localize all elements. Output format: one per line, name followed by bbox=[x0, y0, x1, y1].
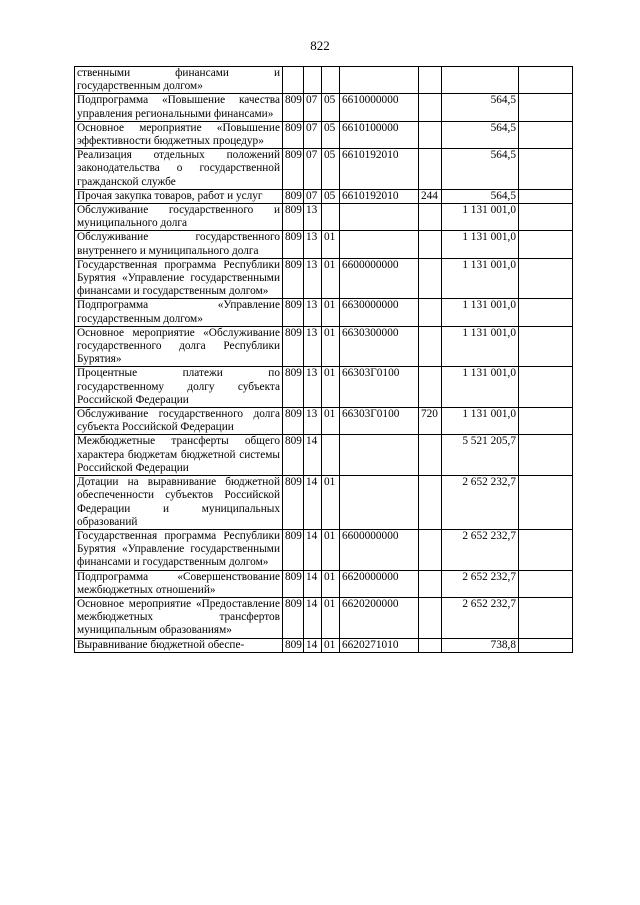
table-row bbox=[75, 94, 573, 121]
amount-cell: 1 131 001,0 bbox=[442, 408, 519, 435]
row-name-cell: Процентные платежи по государственному долгу субъекта Российской Федерации bbox=[75, 367, 283, 408]
amount-cell: 1 131 001,0 bbox=[442, 231, 519, 258]
page-number: 822 bbox=[310, 38, 330, 53]
amount-cell: 2 652 232,7 bbox=[442, 570, 519, 597]
row-name-cell: Основное мероприятие «Повышение эффективности бюджетных процедур» bbox=[75, 121, 283, 148]
amount-cell: 5 521 205,7 bbox=[442, 435, 519, 476]
extra-column-cell bbox=[519, 529, 573, 570]
subsection-code-cell: 01 bbox=[322, 529, 340, 570]
row-name-cell: Основное мероприятие «Предоставление межбюджетных трансфертов муниципальным образованиям» bbox=[75, 597, 283, 638]
row-name-cell: Выравнивание бюджетной обеспе- bbox=[75, 638, 283, 652]
expense-type-cell bbox=[419, 476, 442, 530]
amount-cell: 1 131 001,0 bbox=[442, 326, 519, 367]
expense-type-cell bbox=[419, 231, 442, 258]
budget-table bbox=[74, 66, 573, 653]
amount-cell: 564,5 bbox=[442, 121, 519, 148]
amount-cell: 1 131 001,0 bbox=[442, 367, 519, 408]
extra-column-cell bbox=[519, 204, 573, 231]
target-article-cell: 6600000000 bbox=[340, 258, 419, 299]
amount-cell: 564,5 bbox=[442, 149, 519, 190]
row-name-cell: Основное мероприятие «Обслуживание государственного долга Республики Бурятия» bbox=[75, 326, 283, 367]
target-article-cell bbox=[340, 67, 419, 94]
target-article-cell: 6630300000 bbox=[340, 326, 419, 367]
expense-type-cell bbox=[419, 435, 442, 476]
table-row bbox=[75, 408, 573, 435]
subsection-code-cell: 01 bbox=[322, 570, 340, 597]
row-name-cell: Государственная программа Республики Бурятия «Управление государственными финансами и государственным долгом» bbox=[75, 529, 283, 570]
subsection-code-cell: 01 bbox=[322, 476, 340, 530]
expense-type-cell bbox=[419, 597, 442, 638]
row-name-cell: Подпрограмма «Управление государственным долгом» bbox=[75, 299, 283, 326]
amount-cell: 2 652 232,7 bbox=[442, 529, 519, 570]
expense-type-cell bbox=[419, 367, 442, 408]
target-article-cell: 6620200000 bbox=[340, 597, 419, 638]
amount-cell: 564,5 bbox=[442, 189, 519, 203]
subsection-code-cell: 05 bbox=[322, 121, 340, 148]
expense-type-cell bbox=[419, 638, 442, 652]
table-row bbox=[75, 149, 573, 190]
table-row bbox=[75, 258, 573, 299]
ved-code-cell: 809 bbox=[283, 597, 304, 638]
extra-column-cell bbox=[519, 570, 573, 597]
section-code-cell: 13 bbox=[304, 258, 322, 299]
expense-type-cell bbox=[419, 570, 442, 597]
ved-code-cell: 809 bbox=[283, 94, 304, 121]
amount-cell: 2 652 232,7 bbox=[442, 597, 519, 638]
row-name-cell: Государственная программа Республики Бурятия «Управление государственными финансами и государственным долгом» bbox=[75, 258, 283, 299]
row-name-cell: Прочая закупка товаров, работ и услуг bbox=[75, 189, 283, 203]
subsection-code-cell: 05 bbox=[322, 189, 340, 203]
ved-code-cell: 809 bbox=[283, 258, 304, 299]
ved-code-cell: 809 bbox=[283, 476, 304, 530]
expense-type-cell bbox=[419, 94, 442, 121]
extra-column-cell bbox=[519, 435, 573, 476]
section-code-cell: 07 bbox=[304, 121, 322, 148]
extra-column-cell bbox=[519, 121, 573, 148]
row-name-cell: Дотации на выравнивание бюджетной обеспеченности субъектов Российской Федерации и муниципальных образований bbox=[75, 476, 283, 530]
extra-column-cell bbox=[519, 597, 573, 638]
row-name-cell: Обслуживание государственного долга субъекта Российской Федерации bbox=[75, 408, 283, 435]
subsection-code-cell bbox=[322, 435, 340, 476]
ved-code-cell: 809 bbox=[283, 408, 304, 435]
extra-column-cell bbox=[519, 231, 573, 258]
amount-cell: 564,5 bbox=[442, 94, 519, 121]
target-article-cell: 6630000000 bbox=[340, 299, 419, 326]
expense-type-cell bbox=[419, 258, 442, 299]
section-code-cell: 13 bbox=[304, 299, 322, 326]
table-row bbox=[75, 476, 573, 530]
section-code-cell: 14 bbox=[304, 597, 322, 638]
target-article-cell: 6620271010 bbox=[340, 638, 419, 652]
amount-cell: 738,8 bbox=[442, 638, 519, 652]
subsection-code-cell: 01 bbox=[322, 638, 340, 652]
budget-table-body bbox=[75, 67, 573, 653]
amount-cell: 2 652 232,7 bbox=[442, 476, 519, 530]
subsection-code-cell: 01 bbox=[322, 231, 340, 258]
expense-type-cell: 720 bbox=[419, 408, 442, 435]
subsection-code-cell: 01 bbox=[322, 258, 340, 299]
ved-code-cell: 809 bbox=[283, 367, 304, 408]
section-code-cell: 13 bbox=[304, 326, 322, 367]
ved-code-cell: 809 bbox=[283, 326, 304, 367]
ved-code-cell: 809 bbox=[283, 231, 304, 258]
expense-type-cell bbox=[419, 204, 442, 231]
amount-cell bbox=[442, 67, 519, 94]
subsection-code-cell bbox=[322, 67, 340, 94]
extra-column-cell bbox=[519, 326, 573, 367]
target-article-cell bbox=[340, 476, 419, 530]
expense-type-cell bbox=[419, 299, 442, 326]
table-row bbox=[75, 121, 573, 148]
extra-column-cell bbox=[519, 638, 573, 652]
section-code-cell: 14 bbox=[304, 529, 322, 570]
table-row bbox=[75, 638, 573, 652]
table-row bbox=[75, 570, 573, 597]
extra-column-cell bbox=[519, 67, 573, 94]
table-row bbox=[75, 299, 573, 326]
ved-code-cell: 809 bbox=[283, 570, 304, 597]
extra-column-cell bbox=[519, 149, 573, 190]
row-name-cell: Обслуживание государственного внутреннего и муниципального долга bbox=[75, 231, 283, 258]
expense-type-cell bbox=[419, 529, 442, 570]
table-row bbox=[75, 435, 573, 476]
table-row bbox=[75, 67, 573, 94]
subsection-code-cell: 01 bbox=[322, 326, 340, 367]
ved-code-cell: 809 bbox=[283, 204, 304, 231]
row-name-cell: Подпрограмма «Совершенствование межбюджетных отношений» bbox=[75, 570, 283, 597]
row-name-cell: Реализация отдельных положений законодательства о государственной гражданской службе bbox=[75, 149, 283, 190]
amount-cell: 1 131 001,0 bbox=[442, 204, 519, 231]
extra-column-cell bbox=[519, 258, 573, 299]
ved-code-cell: 809 bbox=[283, 189, 304, 203]
section-code-cell: 13 bbox=[304, 231, 322, 258]
table-row bbox=[75, 231, 573, 258]
section-code-cell: 14 bbox=[304, 638, 322, 652]
section-code-cell: 07 bbox=[304, 189, 322, 203]
table-row bbox=[75, 189, 573, 203]
expense-type-cell bbox=[419, 121, 442, 148]
subsection-code-cell: 05 bbox=[322, 94, 340, 121]
row-name-cell: Подпрограмма «Повышение качества управления региональными финансами» bbox=[75, 94, 283, 121]
subsection-code-cell bbox=[322, 204, 340, 231]
expense-type-cell bbox=[419, 326, 442, 367]
table-row bbox=[75, 204, 573, 231]
ved-code-cell bbox=[283, 67, 304, 94]
extra-column-cell bbox=[519, 94, 573, 121]
ved-code-cell: 809 bbox=[283, 149, 304, 190]
target-article-cell: 6620000000 bbox=[340, 570, 419, 597]
section-code-cell: 07 bbox=[304, 149, 322, 190]
section-code-cell: 13 bbox=[304, 204, 322, 231]
extra-column-cell bbox=[519, 408, 573, 435]
target-article-cell: 66303Г0100 bbox=[340, 408, 419, 435]
row-name-cell: Обслуживание государственного и муниципального долга bbox=[75, 204, 283, 231]
row-name-cell: Межбюджетные трансферты общего характера бюджетам бюджетной системы Российской Федерации bbox=[75, 435, 283, 476]
extra-column-cell bbox=[519, 476, 573, 530]
subsection-code-cell: 01 bbox=[322, 299, 340, 326]
table-row bbox=[75, 367, 573, 408]
expense-type-cell bbox=[419, 149, 442, 190]
target-article-cell: 6600000000 bbox=[340, 529, 419, 570]
subsection-code-cell: 01 bbox=[322, 408, 340, 435]
amount-cell: 1 131 001,0 bbox=[442, 258, 519, 299]
subsection-code-cell: 01 bbox=[322, 597, 340, 638]
target-article-cell: 6610192010 bbox=[340, 189, 419, 203]
section-code-cell: 14 bbox=[304, 476, 322, 530]
expense-type-cell bbox=[419, 67, 442, 94]
section-code-cell: 13 bbox=[304, 367, 322, 408]
ved-code-cell: 809 bbox=[283, 299, 304, 326]
ved-code-cell: 809 bbox=[283, 121, 304, 148]
row-name-cell: ственными финансами и государственным долгом» bbox=[75, 67, 283, 94]
target-article-cell: 6610100000 bbox=[340, 121, 419, 148]
extra-column-cell bbox=[519, 299, 573, 326]
section-code-cell bbox=[304, 67, 322, 94]
table-row bbox=[75, 326, 573, 367]
section-code-cell: 14 bbox=[304, 570, 322, 597]
subsection-code-cell: 05 bbox=[322, 149, 340, 190]
subsection-code-cell: 01 bbox=[322, 367, 340, 408]
section-code-cell: 13 bbox=[304, 408, 322, 435]
target-article-cell: 66303Г0100 bbox=[340, 367, 419, 408]
extra-column-cell bbox=[519, 189, 573, 203]
section-code-cell: 14 bbox=[304, 435, 322, 476]
ved-code-cell: 809 bbox=[283, 638, 304, 652]
ved-code-cell: 809 bbox=[283, 435, 304, 476]
table-row bbox=[75, 529, 573, 570]
target-article-cell bbox=[340, 231, 419, 258]
target-article-cell bbox=[340, 204, 419, 231]
table-row bbox=[75, 597, 573, 638]
target-article-cell: 6610192010 bbox=[340, 149, 419, 190]
amount-cell: 1 131 001,0 bbox=[442, 299, 519, 326]
target-article-cell: 6610000000 bbox=[340, 94, 419, 121]
ved-code-cell: 809 bbox=[283, 529, 304, 570]
target-article-cell bbox=[340, 435, 419, 476]
extra-column-cell bbox=[519, 367, 573, 408]
expense-type-cell: 244 bbox=[419, 189, 442, 203]
section-code-cell: 07 bbox=[304, 94, 322, 121]
